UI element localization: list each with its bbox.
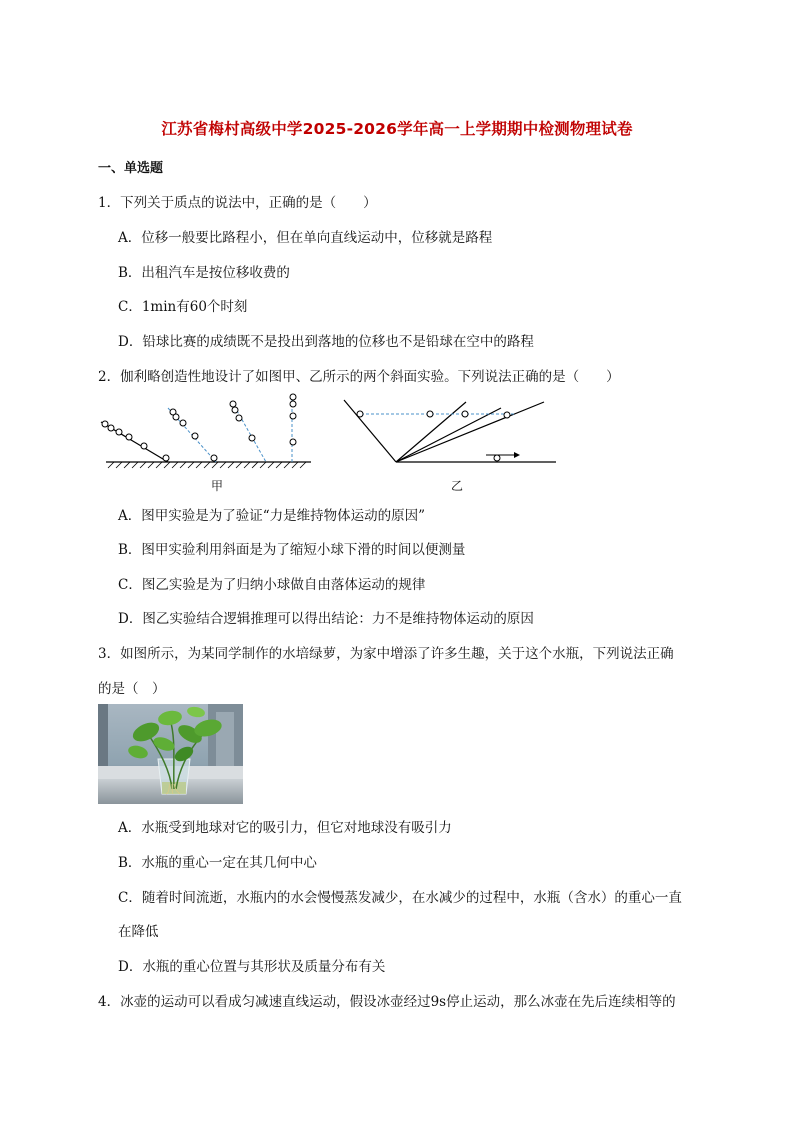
question-1-stem: 1．下列关于质点的说法中，正确的是（ ） <box>98 195 377 211</box>
question-3-option-c-cont: 在降低 <box>118 924 159 940</box>
question-1-option-d: D．铅球比赛的成绩既不是投出到落地的位移也不是铅球在空中的路程 <box>118 334 534 350</box>
figure-label-jia: 甲 <box>211 479 224 493</box>
pothos-water-vase-photo <box>98 704 243 804</box>
question-2-option-c: C．图乙实验是为了归纳小球做自由落体运动的规律 <box>118 577 426 593</box>
section-heading: 一、单选题 <box>98 161 164 176</box>
question-3-option-a: A．水瓶受到地球对它的吸引力，但它对地球没有吸引力 <box>118 820 452 836</box>
question-3-stem-line-1: 3．如图所示，为某同学制作的水培绿萝，为家中增添了许多生趣，关于这个水瓶，下列说法正确 <box>98 646 674 662</box>
question-2-option-a: A．图甲实验是为了验证“力是维持物体运动的原因” <box>118 508 426 524</box>
question-4-stem: 4．冰壶的运动可以看成匀减速直线运动，假设冰壶经过9s停止运动，那么冰壶在先后连续相等的 <box>98 994 676 1010</box>
page-title: 江苏省梅村高级中学2025-2026学年高一上学期期中检测物理试卷 <box>161 120 633 138</box>
question-3-option-b: B．水瓶的重心一定在其几何中心 <box>118 855 317 871</box>
question-1-option-c: C．1min有60个时刻 <box>118 299 248 315</box>
question-3-option-d: D．水瓶的重心位置与其形状及质量分布有关 <box>118 959 386 975</box>
question-1-option-a: A．位移一般要比路程小，但在单向直线运动中，位移就是路程 <box>118 230 493 246</box>
galileo-incline-figure <box>96 390 566 490</box>
question-3-stem-line-2: 的是（ ） <box>98 681 166 697</box>
question-2-stem: 2．伽利略创造性地设计了如图甲、乙所示的两个斜面实验。下列说法正确的是（ ） <box>98 369 620 385</box>
question-1-option-b: B．出租汽车是按位移收费的 <box>118 265 290 281</box>
question-2-option-b: B．图甲实验利用斜面是为了缩短小球下滑的时间以便测量 <box>118 542 466 558</box>
question-3-option-c: C．随着时间流逝，水瓶内的水会慢慢蒸发减少，在水减少的过程中，水瓶（含水）的重心一直 <box>118 890 682 906</box>
question-2-option-d: D．图乙实验结合逻辑推理可以得出结论：力不是维持物体运动的原因 <box>118 611 534 627</box>
figure-label-yi: 乙 <box>451 479 464 493</box>
